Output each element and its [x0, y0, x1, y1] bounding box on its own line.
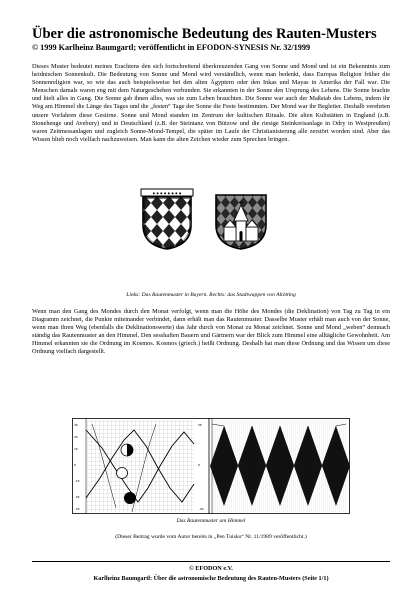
bavaria-coat-of-arms-image [138, 187, 196, 251]
svg-text:-30: -30 [74, 507, 80, 511]
document-subtitle: © 1999 Karlheinz Baumgartl; veröffentlicht in EFODON-SYNESIS Nr. 32/1999 [32, 43, 311, 52]
document-title: Über die astronomische Bedeutung des Rauten-Musters [32, 26, 377, 42]
paragraph-2: Wenn man den Gang des Mondes durch den Monat verfolgt, wenn man die Höhe des Mondes (die Deklination) von Tag zu Tag in ein Diagramm zeichnet, die Punkte miteinander verbindet, dann erhält man das Rautenmuster. Dasselbe Muster erhält man auch von der Sonne, wenn man ihren Weg (ebenfalls die Deklinationswerte) das Jahr durch von Monat zu Monat zeichnet. Sonne und Mond „weben“ demnach ständig das Rautenmuster an den Himmel. Den sesshaften Bauern und Gärtnern war der Blick zum Himmel eine alltägliche Gewohnheit. Am Himmel erkannten sie die Ordnung im Kosmos. Kosmos (griech.) heißt Ordnung. Deshalb hat man diese Ordnung und das Wissen um diese Ordnung vielfach dargestellt. [32, 308, 390, 356]
altoetting-coat-of-arms-image [212, 187, 270, 251]
svg-text:30: 30 [74, 423, 78, 427]
paragraph-1: Dieses Muster bedeutet meines Erachtens den sich fortschreitend überkreuzenden Gang von Sonne und Mond und ist ein Bekenntnis zum heidnischen Sonnenkult. Die Bedeutung von Sonne und Mond wird verständlich, wenn man bedenkt, dass Europas Religion früher die Sonnenreligion war, so wie das auch beispielsweise bei den alten Ägyptern oder den Inkas und Mayas in Amerika der Fall war. Die Menschen damals waren eng mit dem Naturgeschehen verbunden. Sie erkannten in der Sonne den Ursprung des Lebens. Die Sonne brachte und hielt alles in Gang. Die Sonne gab ihnen alles, was sie zum Leben brauchten. Die Sonne war auch der Maßstab des Lebens, indem ihr Weg am Himmel die Länge des Tages und die „festen“ Tage der Sonne die Feste bestimmten. Der Mond war ihr Begleiter. Deshalb verehrten unsere Vorfahren diese Gestirne. Sonne und Mond standen im Zentrum der kultischen Rituale. Die alten Kultstätten in England (z.B. Stonehenge und Avebury) und in Deutschland (z.B. der Steintanz von Bützow und die riesige Steinkreisanlage in Odry in Westpreußen) waren Zeitmessanlagen und zugleich Sonne-Mond-Tempel, die später im Laufe der Christianisierung alle zerstört worden sind. Aber das Wissen blieb noch vielfach nachzuweisen. Man kann die alten Zeichen wieder zum Sprechen bringen. [32, 63, 390, 143]
lozenge-sky-chart-image [72, 418, 350, 514]
svg-text:20: 20 [74, 435, 78, 439]
svg-text:0: 0 [74, 463, 76, 467]
footer-citation: Karlheinz Baumgartl: Über die astronomische Bedeutung des Rauten-Musters (Seite 1/1) [93, 575, 329, 582]
svg-text:-20: -20 [74, 495, 80, 499]
svg-text:● ● ● ● ● ● ● ●: ● ● ● ● ● ● ● ● [152, 190, 182, 196]
svg-text:-10: -10 [74, 479, 80, 483]
figure-caption-sky-chart: Das Rautenmuster am Himmel [176, 518, 246, 524]
footer-copyright: © EFODON e.V. [189, 565, 233, 572]
publication-note: (Dieser Beitrag wurde vom Autor bereits in „Pen Tuisko“ Nr. 11/1989 veröffentlicht.) [115, 534, 307, 540]
svg-text:30: 30 [198, 423, 202, 427]
footer-divider [32, 561, 390, 562]
svg-text:0: 0 [198, 463, 200, 467]
figure-caption-coats-of-arms: Links: Das Rautenmuster in Bayern. Rechts: das Stadtwappen von Altötting [126, 292, 296, 298]
svg-text:10: 10 [74, 447, 78, 451]
svg-text:-30: -30 [198, 507, 204, 511]
